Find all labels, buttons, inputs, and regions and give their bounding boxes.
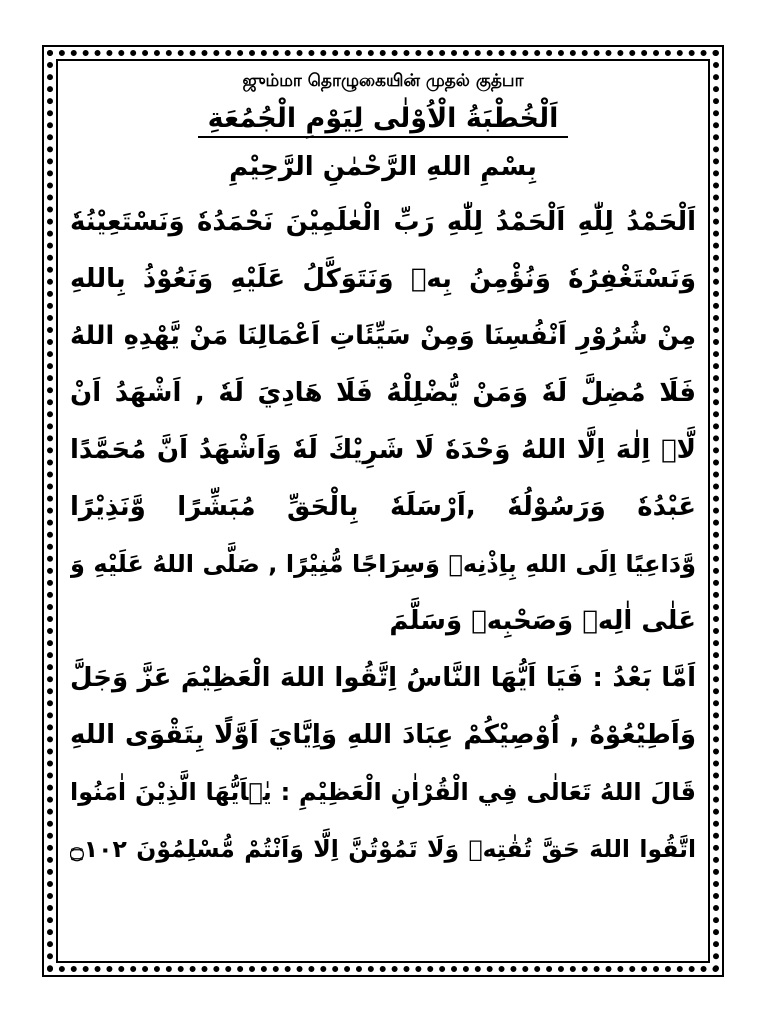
khutbah-line: لَّاۤ اِلٰهَ اِلَّا اللهُ وَحْدَهٗ لَا شَرِيْكَ لَهٗ وَاَشْهَدُ اَنَّ مُحَمَّدًا xyxy=(70,435,696,465)
khutbah-line: اَلْحَمْدُ لِلّٰهِ اَلْحَمْدُ لِلّٰهِ رَبِّ الْعٰلَمِيْنَ نَحْمَدُهٗ وَنَسْتَعِيْنُهٗ xyxy=(70,207,696,237)
khutbah-line: اتَّقُوا اللهَ حَقَّ تُقٰتِهٖ وَلَا تَمُوْتُنَّ اِلَّا وَاَنْتُمْ مُّسْلِمُوْنَ ۝١٠٢ xyxy=(70,835,696,863)
khutbah-line: عَلٰى اٰلِهٖ وَصَحْبِهٖ وَسَلَّمَ xyxy=(389,606,696,636)
bismillah: بِسْمِ اللهِ الرَّحْمٰنِ الرَّحِيْمِ xyxy=(229,152,537,182)
khutbah-line: وَاَطِيْعُوْهُ , اُوْصِيْكُمْ عِبَادَ اللهِ وَاِيَّايَ اَوَّلًا بِتَقْوَى اللهِ xyxy=(70,720,696,750)
khutbah-line: عَبْدُهٗ وَرَسُوْلُهٗ ,اَرْسَلَهٗ بِالْحَقِّ مُبَشِّرًا وَّنَذِيْرًا xyxy=(70,492,696,522)
khutbah-line: اَمَّا بَعْدُ : فَيَا اَيُّهَا النَّاسُ اِتَّقُوا اللهَ الْعَظِيْمَ عَزَّ وَجَلَّ xyxy=(70,663,696,693)
khutbah-line: فَلَا مُضِلَّ لَهٗ وَمَنْ يُّضْلِلْهُ فَلَا هَادِيَ لَهٗ , اَشْهَدُ اَنْ xyxy=(70,378,696,408)
khutbah-body xyxy=(70,194,696,878)
tamil-title: ஜும்மா தொழுகையின் முதல் குத்பா xyxy=(242,71,524,91)
arabic-heading-text: اَلْخُطْبَةُ الْاُوْلٰى لِيَوْمِ الْجُمُعَةِ xyxy=(198,103,569,138)
khutbah-line: مِنْ شُرُوْرِ اَنْفُسِنَا وَمِنْ سَيِّئَاتِ اَعْمَالِنَا مَنْ يَّهْدِهِ اللهُ xyxy=(70,321,696,351)
khutbah-line: قَالَ اللهُ تَعَالٰى فِي الْقُرْاٰنِ الْعَظِيْمِ : يٰۤاَيُّهَا الَّذِيْنَ اٰمَنُوا xyxy=(70,778,696,806)
arabic-heading xyxy=(70,96,696,142)
khutbah-line: وَنَسْتَغْفِرُهٗ وَنُؤْمِنُ بِهٖ وَنَتَوَكَّلُ عَلَيْهِ وَنَعُوْذُ بِاللهِ xyxy=(70,264,696,294)
khutbah-line: وَّدَاعِيًا اِلَى اللهِ بِاِذْنِهٖ وَسِرَاجًا مُّنِيْرًا , صَلَّى اللهُ عَلَيْهِ وَ xyxy=(70,550,696,578)
document-content xyxy=(70,66,696,878)
